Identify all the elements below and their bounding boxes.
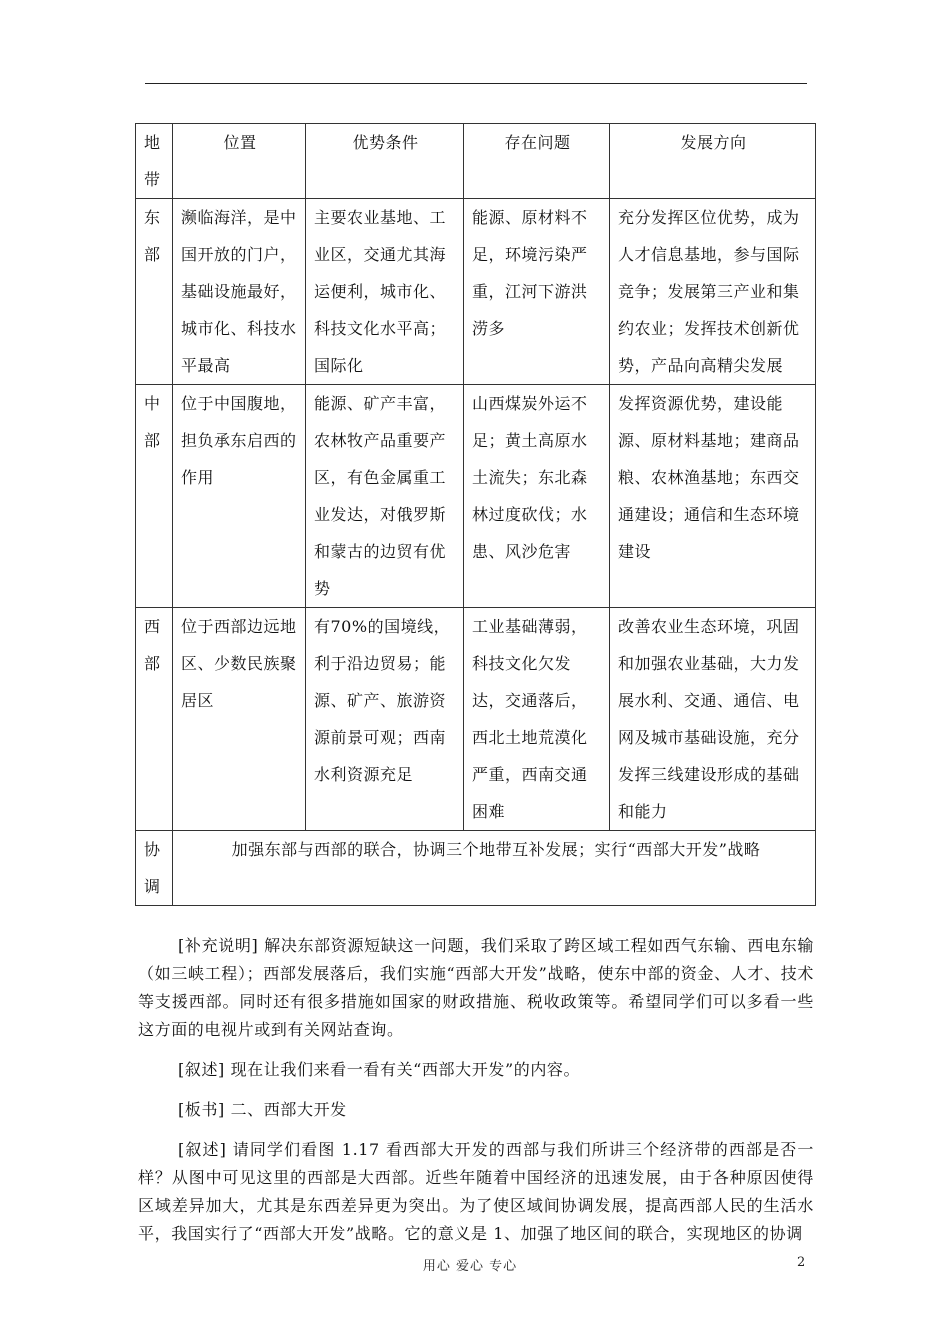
problems-cell: 工业基础薄弱，科技文化欠发达，交通落后，西北土地荒漠化严重，西南交通困难	[464, 608, 610, 831]
advantages-cell: 主要农业基地、工业区，交通尤其海运便利，城市化、科技文化水平高；国际化	[306, 199, 464, 385]
region-cell: 中部	[136, 385, 173, 608]
location-cell: 位于中国腹地，担负承东启西的作用	[173, 385, 306, 608]
footer-motto: 用心 爱心 专心	[422, 1259, 518, 1274]
problems-cell: 山西煤炭外运不足；黄土高原水土流失；东北森林过度砍伐；水患、风沙危害	[464, 385, 610, 608]
problems-cell: 能源、原材料不足，环境污染严重，江河下游洪涝多	[464, 199, 610, 385]
header-rule	[145, 83, 807, 84]
body-text	[138, 932, 814, 1260]
paragraph-supplement: [补充说明] 解决东部资源短缺这一问题，我们采取了跨区域工程如西气东输、西电东输（如三峡工程）；西部发展落后，我们实施“西部大开发”战略，使东中部的资金、人才、技术等支援西部。同时还有很多措施如国家的财政措施、税收政策等。希望同学们可以多看一些这方面的电视片或到有关网站查询。	[138, 936, 814, 1039]
direction-cell: 充分发挥区位优势，成为人才信息基地，参与国际竞争；发展第三产业和集约农业；发挥技术创新优势，产品向高精尖发展	[610, 199, 816, 385]
paragraph-narration-1: [叙述] 现在让我们来看一看有关“西部大开发”的内容。	[178, 1060, 581, 1079]
direction-cell: 发挥资源优势，建设能源、原材料基地；建商品粮、农林渔基地；东西交通建设；通信和生态环境建设	[610, 385, 816, 608]
header-cell-direction: 发展方向	[610, 124, 816, 199]
region-cell: 西部	[136, 608, 173, 831]
location-cell: 位于西部边远地区、少数民族聚居区	[173, 608, 306, 831]
advantages-cell: 能源、矿产丰富，农林牧产品重要产区，有色金属重工业发达，对俄罗斯和蒙古的边贸有优势	[306, 385, 464, 608]
header-cell-problems: 存在问题	[464, 124, 610, 199]
page-number: 2	[797, 1255, 806, 1270]
header-cell-region: 地带	[136, 124, 173, 199]
economic-belt-table	[135, 123, 816, 906]
paragraph-narration-2: [叙述] 请同学们看图 1.17 看西部大开发的西部与我们所讲三个经济带的西部是否一样？从图中可见这里的西部是大西部。近些年随着中国经济的迅速发展，由于各种原因使得区域差异加大，尤其是东西差异更为突出。为了使区域间协调发展，提高西部人民的生活水平，我国实行了“西部大开发”战略。它的意义是 1、加强了地区间的联合，实现地区的协调	[138, 1140, 814, 1243]
table-row	[136, 385, 816, 608]
region-cell: 东部	[136, 199, 173, 385]
direction-cell: 改善农业生态环境，巩固和加强农业基础，大力发展水利、交通、通信、电网及城市基础设施，充分发挥三线建设形成的基础和能力	[610, 608, 816, 831]
location-cell: 濒临海洋，是中国开放的门户，基础设施最好，城市化、科技水平最高	[173, 199, 306, 385]
page-footer	[0, 1255, 950, 1274]
coordination-row	[136, 831, 816, 906]
header-cell-location: 位置	[173, 124, 306, 199]
table-header-row	[136, 124, 816, 199]
coordination-text: 加强东部与西部的联合，协调三个地带互补发展；实行“西部大开发”战略	[173, 831, 816, 906]
table-row	[136, 199, 816, 385]
table-row	[136, 608, 816, 831]
advantages-cell: 有70%的国境线，利于沿边贸易；能源、矿产、旅游资源前景可观；西南水利资源充足	[306, 608, 464, 831]
header-cell-advantages: 优势条件	[306, 124, 464, 199]
paragraph-blackboard: [板书] 二、西部大开发	[178, 1100, 347, 1119]
coordination-label: 协调	[136, 831, 173, 906]
